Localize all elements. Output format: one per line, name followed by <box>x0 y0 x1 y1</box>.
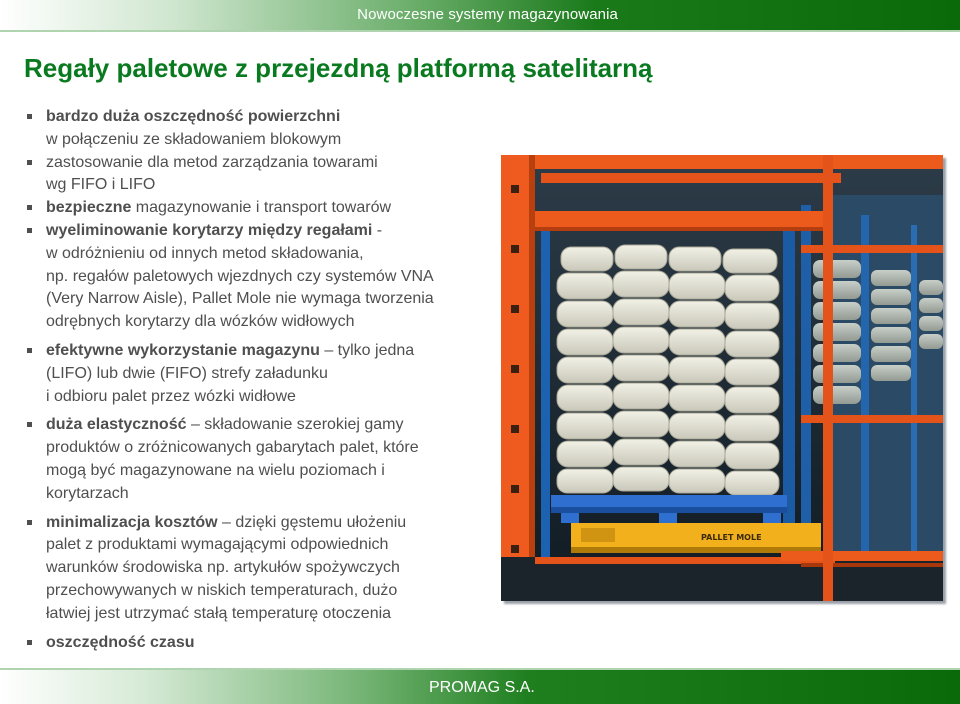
bullet-text: – składowanie szerokiej gamy <box>186 416 404 434</box>
bullet-text: wg FIFO i LIFO <box>46 176 156 194</box>
bullet-square-icon <box>27 348 32 353</box>
bullet-line <box>46 363 504 386</box>
bullet-square-icon <box>27 422 32 427</box>
bullet-text: zastosowanie dla metod zarządzania towarami <box>46 153 378 171</box>
bullet-square-icon <box>27 160 32 165</box>
footer-band <box>0 670 960 704</box>
bullet-line <box>46 414 504 437</box>
bullet-line <box>46 243 504 266</box>
bullet-line <box>46 603 504 626</box>
bullet-line <box>46 483 504 506</box>
bullet-line <box>46 174 504 197</box>
bullet-item <box>24 106 504 152</box>
bullet-text: korytarzach <box>46 484 129 502</box>
bullet-line <box>46 311 504 334</box>
racking-photo <box>501 155 943 601</box>
bullet-text: (Very Narrow Aisle), Pallet Mole nie wymaga tworzenia <box>46 290 434 308</box>
bullet-item <box>24 220 504 334</box>
bullet-line <box>46 129 504 152</box>
bullet-line <box>46 557 504 580</box>
bullet-line <box>46 386 504 409</box>
bullet-text: - <box>372 221 383 239</box>
header-divider <box>0 30 960 32</box>
bullet-text: w odróżnieniu od innych metod składowania, <box>46 244 364 262</box>
bullet-square-icon <box>27 228 32 233</box>
bullet-square-icon <box>27 205 32 210</box>
bullet-line <box>46 534 504 557</box>
bullet-text: (LIFO) lub dwie (FIFO) strefy załadunku <box>46 364 328 382</box>
bullet-item <box>24 632 504 655</box>
bullet-bold-text: wyeliminowanie korytarzy między regałami <box>46 221 373 239</box>
bullet-line <box>46 580 504 603</box>
bullet-item <box>24 340 504 408</box>
bullet-square-icon <box>27 640 32 645</box>
bullet-line <box>46 460 504 483</box>
bullet-line <box>46 220 504 243</box>
bullet-bold-text: bardzo duża oszczędność powierzchni <box>46 108 341 125</box>
bullet-line <box>46 632 504 655</box>
bullet-text: produktów o zróżnicowanych gabarytach palet, które <box>46 439 419 457</box>
bullet-bold-text: duża elastyczność <box>46 416 187 434</box>
bullet-item <box>24 414 504 505</box>
bullet-text: i odbioru palet przez wózki widłowe <box>46 387 296 405</box>
bullet-item <box>24 512 504 626</box>
header-title: Nowoczesne systemy magazynowania <box>357 6 618 23</box>
bullet-line <box>46 152 504 175</box>
bullet-text: warunków środowiska np. artykułów spożywczych <box>46 559 400 577</box>
slide-title: Regały paletowe z przejezdną platformą satelitarną <box>24 53 653 83</box>
bullet-line <box>46 106 504 129</box>
bullet-text: mogą być magazynowane na wielu poziomach i <box>46 461 385 479</box>
bullet-text: magazynowanie i transport towarów <box>131 199 392 217</box>
bullet-line <box>46 340 504 363</box>
bullet-square-icon <box>27 520 32 525</box>
bullet-text: np. regałów paletowych wjezdnych czy systemów VNA <box>46 267 434 285</box>
bullet-text: w połączeniu ze składowaniem blokowym <box>46 130 342 148</box>
bullet-bold-text: efektywne wykorzystanie magazynu <box>46 341 320 359</box>
bullet-line <box>46 288 504 311</box>
bullet-list <box>24 106 504 654</box>
bullet-text: łatwiej jest utrzymać stałą temperaturę otoczenia <box>46 604 392 622</box>
bullet-line <box>46 266 504 289</box>
footer-company: PROMAG S.A. <box>429 679 535 696</box>
header-band <box>0 0 960 30</box>
bullet-text: – tylko jedna <box>319 341 415 359</box>
bullet-text: przechowywanych w niskich temperaturach, dużo <box>46 581 398 599</box>
bullet-text: odrębnych korytarzy dla wózków widłowych <box>46 313 355 331</box>
bullet-line <box>46 197 504 220</box>
bullet-item <box>24 152 504 198</box>
bullet-item <box>24 197 504 220</box>
bullet-line <box>46 512 504 535</box>
bullet-bold-text: oszczędność czasu <box>46 633 195 651</box>
bullet-square-icon <box>27 114 32 119</box>
carrier-label: PALLET MOLE <box>701 533 762 542</box>
bullet-line <box>46 437 504 460</box>
bullet-text: palet z produktami wymagającymi odpowiednich <box>46 536 389 554</box>
bullet-bold-text: bezpieczne <box>46 199 132 217</box>
bullet-bold-text: minimalizacja kosztów <box>46 513 218 531</box>
bullet-text: – dzięki gęstemu ułożeniu <box>217 513 407 531</box>
